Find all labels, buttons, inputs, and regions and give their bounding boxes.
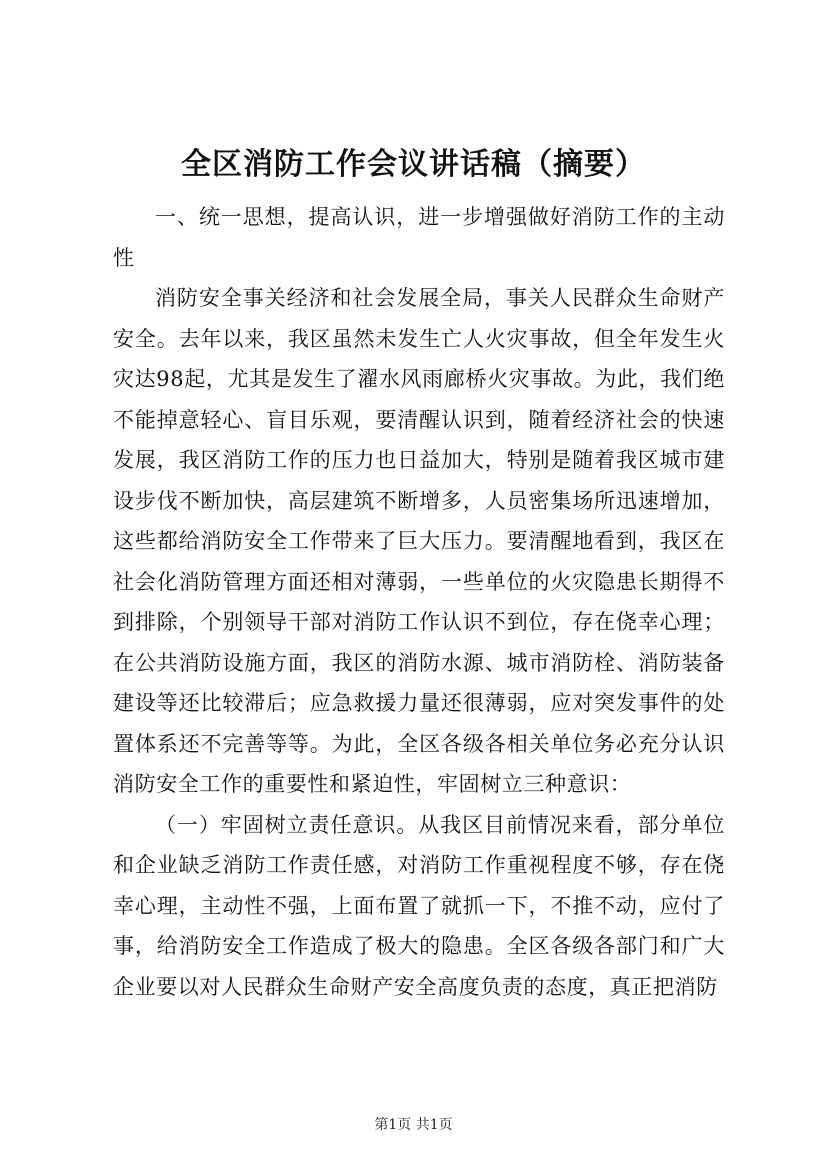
page-footer [0, 1115, 827, 1135]
section-heading: 一、统一思想，提高认识，进一步增强做好消防工作的主动性 [113, 205, 725, 270]
body-paragraph: 消防安全事关经济和社会发展全局，事关人民群众生命财产安全。去年以来，我区虽然未发生亡人火灾事故，但全年发生火灾达98起，尤其是发生了濯水风雨廊桥火灾事故。为此，我们绝不能掉意轻心、盲目乐观，要清醒认识到，随着经济社会的快速发展，我区消防工作的压力也日益加大，特别是随着我区城市建设步伐不断加快，高层建筑不断增多，人员密集场所迅速增加，这些都给消防安全工作带来了巨大压力。要清醒地看到，我区在社会化消防管理方面还相对薄弱，一些单位的火灾隐患长期得不到排除，个别领导干部对消防工作认识不到位，存在侥幸心理；在公共消防设施方面，我区的消防水源、城市消防栓、消防装备建设等还比较滞后；应急救援力量还很薄弱，应对突发事件的处置体系还不完善等等。为此，全区各级各相关单位务必充分认识消防安全工作的重要性和紧迫性，牢固树立三种意识： [113, 286, 725, 796]
page-number: 第1页 共1页 [374, 1117, 453, 1133]
document-title: 全区消防工作会议讲话稿（摘要） [181, 147, 646, 182]
document-body [113, 197, 725, 1007]
body-paragraph: （一）牢固树立责任意识。从我区目前情况来看，部分单位和企业缺乏消防工作责任感，对消防工作重视程度不够，存在侥幸心理，主动性不强，上面布置了就抓一下，不推不动，应付了事，给消防安全工作造成了极大的隐患。全区各级各部门和广大企业要以对人民群众生命财产安全高度负责的态度，真正把消防 [113, 812, 725, 999]
